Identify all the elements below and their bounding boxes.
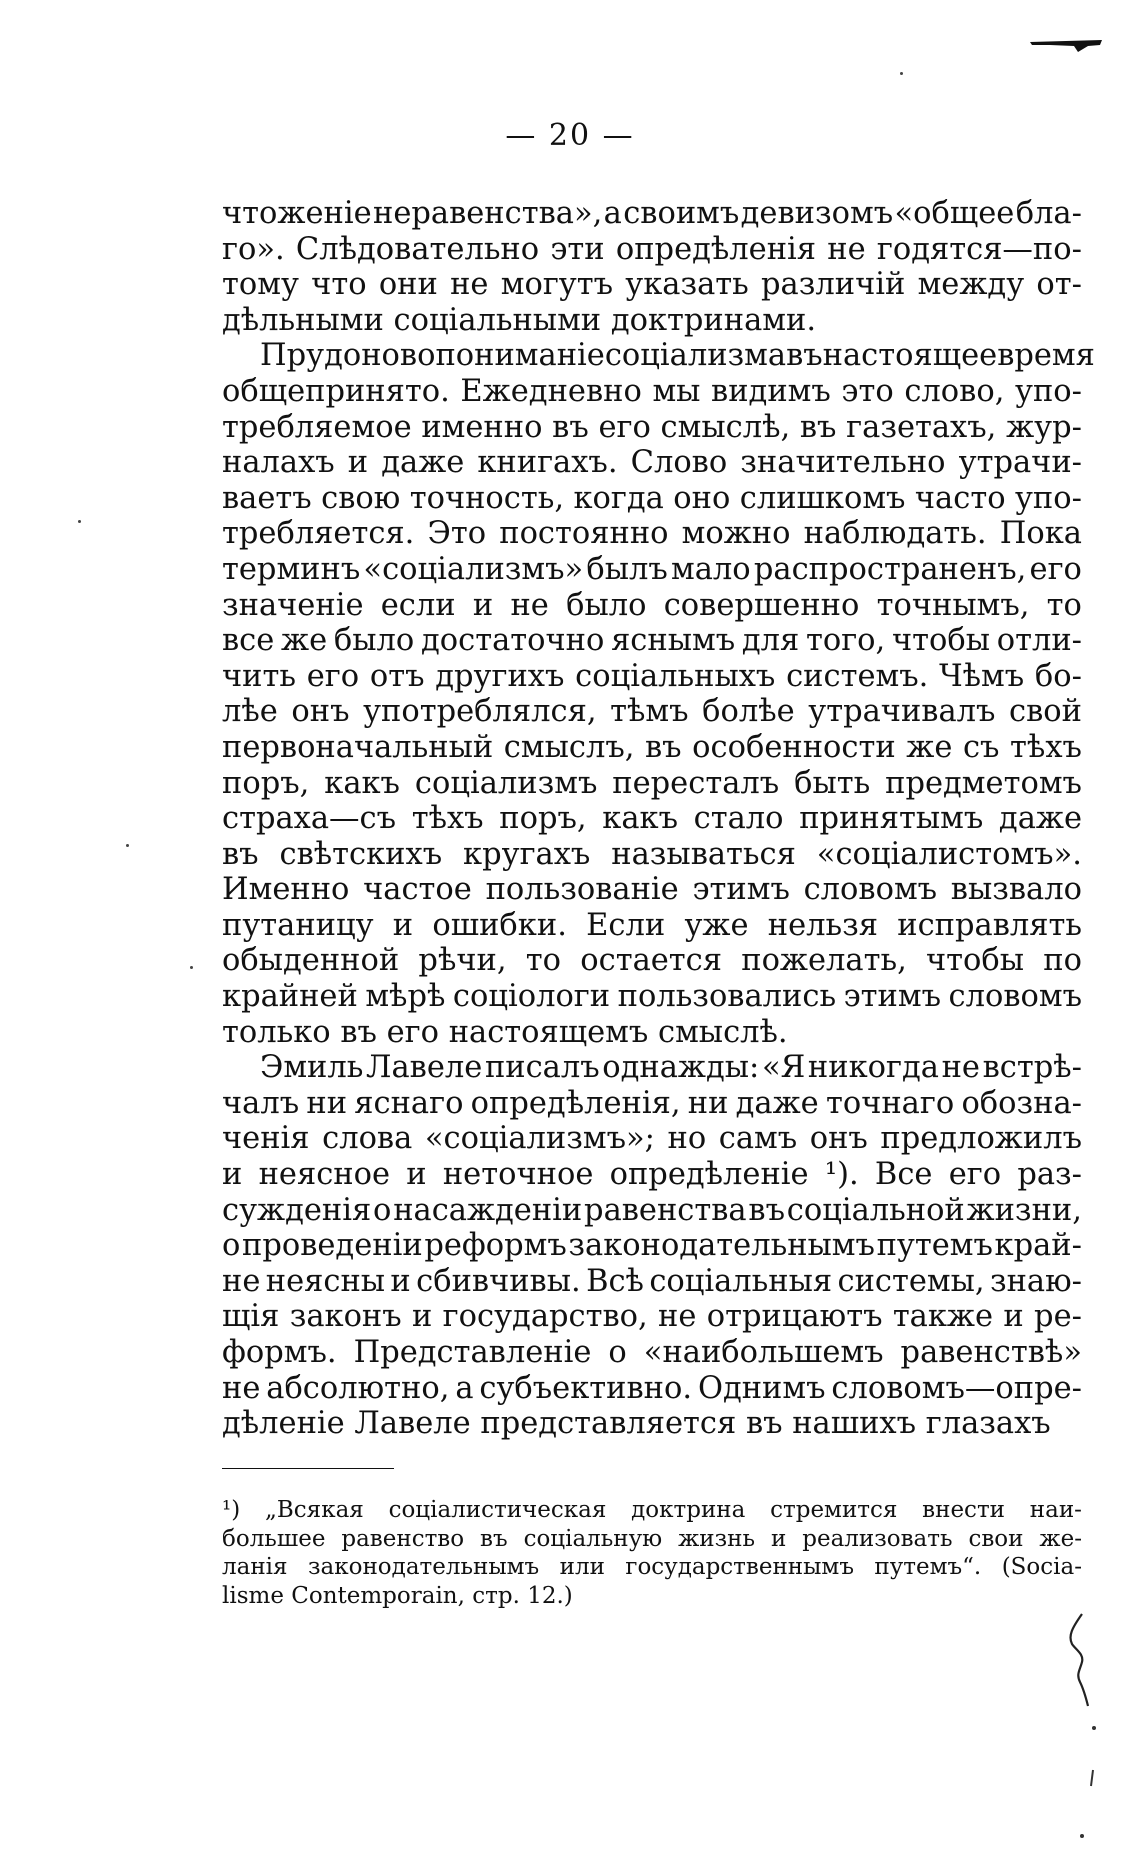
text-line: ченія слова «соціализмъ»; но самъ онъ предложилъ (222, 1121, 1082, 1157)
text-line: и неясное и неточное опредѣленіе ¹). Все его раз- (222, 1157, 1082, 1193)
text-line: чить его отъ другихъ соціальныхъ системъ. Чѣмъ бо- (222, 658, 1082, 694)
text-line: первоначальный смыслъ, въ особенности же съ тѣхъ (222, 729, 1082, 765)
text-line: налахъ и даже книгахъ. Слово значительно утрачи- (222, 445, 1082, 481)
text-line: лѣе онъ употреблялся, тѣмъ болѣе утрачивалъ свой (222, 694, 1082, 730)
text-line: чалъ ни яснаго опредѣленія, ни даже точнаго обозна- (222, 1085, 1082, 1121)
text-line: тому что они не могутъ указать различій между от- (222, 267, 1082, 303)
text-line: ваетъ свою точность, когда оно слишкомъ часто упо- (222, 480, 1082, 516)
text-line: дѣльными соціальными доктринами. (222, 302, 817, 338)
margin-pencil-mark (1060, 1610, 1110, 1850)
text-line: крайней мѣрѣ соціологи пользовались этимъ словомъ (222, 979, 1082, 1015)
text-line: чтоженіе неравенства», а своимъ девизомъ «общее бла- (222, 196, 1082, 231)
ink-smudge-mark (1030, 38, 1102, 54)
page-speck (900, 72, 903, 75)
footnote-line: ¹) „Всякая соціалистическая доктрина стремится внести наи- (222, 1497, 1082, 1523)
page-number: — 20 — (505, 118, 635, 153)
page-speck (190, 966, 193, 969)
text-line: только въ его настоящемъ смыслѣ. (222, 1014, 788, 1050)
text-line: въ свѣтскихъ кругахъ называться «соціалистомъ». (222, 836, 1082, 872)
text-line: дѣленіе Лавеле представляется въ нашихъ глазахъ (222, 1406, 1051, 1442)
text-line: терминъ «соціализмъ» былъ мало распространенъ, его (222, 551, 1082, 587)
text-line: значеніе если и не было совершенно точнымъ, то (222, 587, 1082, 623)
page-speck (78, 520, 81, 523)
footnote (222, 1496, 1082, 1610)
text-line: обыденной рѣчи, то остается пожелать, чтобы по (222, 943, 1082, 979)
text-line: требляемое именно въ его смыслѣ, въ газетахъ, жур- (222, 409, 1082, 445)
text-line: го». Слѣдовательно эти опредѣленія не годятся—по- (222, 231, 1082, 267)
text-line: сужденія о насажденіи равенства въ соціальной жизни, (222, 1192, 1082, 1228)
body-text (222, 196, 1095, 1442)
footnote-line: ланія законодательнымъ или государственнымъ путемъ“. (Socia- (222, 1554, 1082, 1580)
text-line: не абсолютно, а субъективно. Однимъ словомъ—опре- (222, 1370, 1082, 1406)
text-line: Прудоново пониманіе соціализма въ настоящее время (260, 338, 1095, 374)
text-line: поръ, какъ соціализмъ пересталъ быть предметомъ (222, 765, 1082, 801)
text-line: не неясны и сбивчивы. Всѣ соціальныя системы, знаю- (222, 1263, 1082, 1299)
text-line: о проведеніи реформъ законодательнымъ путемъ край- (222, 1228, 1082, 1264)
text-line: Эмиль Лавеле писалъ однажды: «Я никогда не встрѣ- (260, 1050, 1082, 1086)
text-line: страха—съ тѣхъ поръ, какъ стало принятымъ даже (222, 801, 1082, 837)
footnote-separator (222, 1468, 394, 1469)
page-speck (126, 844, 129, 847)
text-line: формъ. Представленіе о «наибольшемъ равенствѣ» (222, 1335, 1082, 1370)
text-line: общепринято. Ежедневно мы видимъ это слово, упо- (222, 373, 1082, 409)
text-line: Именно частое пользованіе этимъ словомъ вызвало (222, 872, 1082, 908)
text-line: щія законъ и государство, не отрицаютъ также и ре- (222, 1299, 1082, 1335)
text-line: все же было достаточно яснымъ для того, чтобы отли- (222, 623, 1082, 659)
footnote-line: большее равенство въ соціальную жизнь и реализовать свои же- (222, 1525, 1082, 1552)
footnote-line: lisme Contemporain, стр. 12.) (222, 1582, 573, 1609)
text-line: путаницу и ошибки. Если уже нельзя исправлять (222, 907, 1082, 943)
text-line: требляется. Это постоянно можно наблюдать. Пока (222, 516, 1082, 552)
